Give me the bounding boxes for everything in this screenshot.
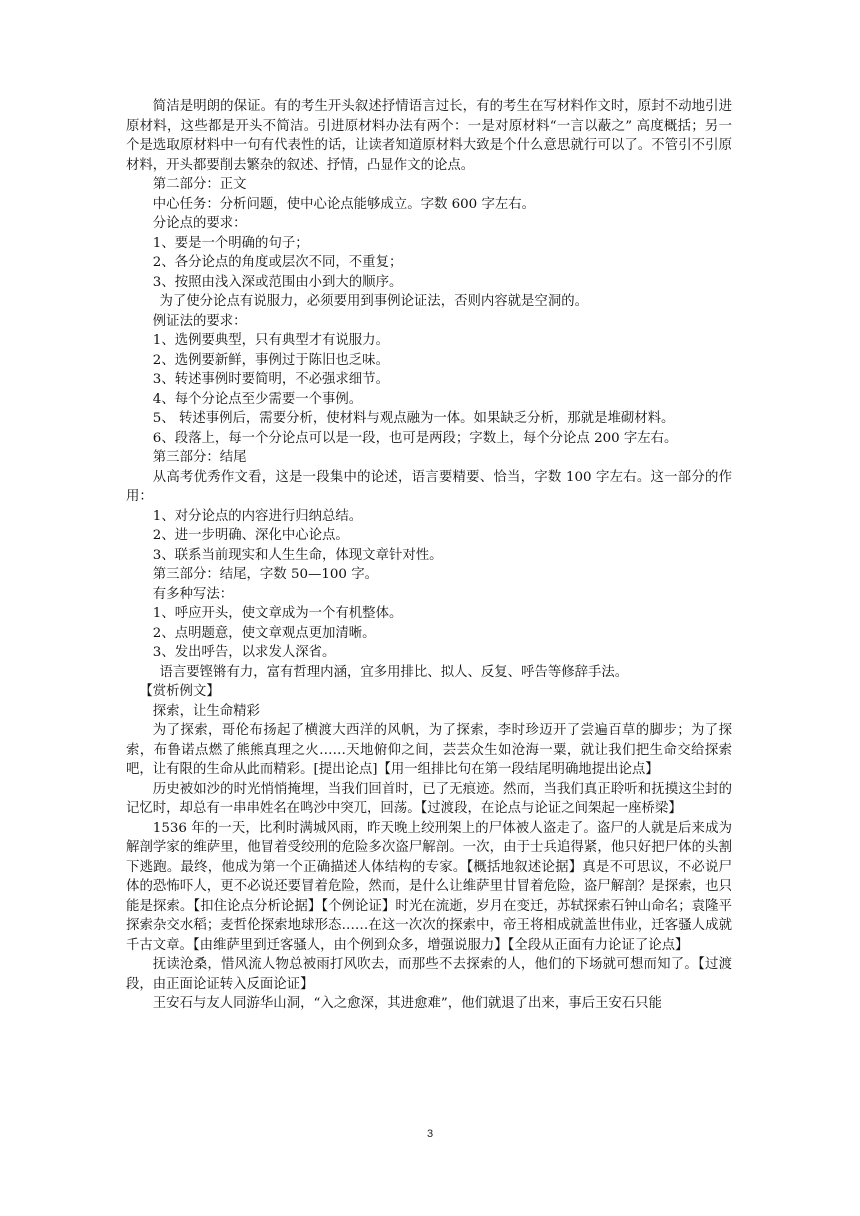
paragraph: 3、转述事例时要简明，不必强求细节。 (152, 372, 389, 387)
paragraph: 6、段落上，每一个分论点可以是一段，也可是两段；字数上，每个分论点 200 字左右。 (152, 430, 678, 446)
paragraph: 1536 年的一天，比利时满城风雨，昨天晚上绞刑架上的尸体被人盗走了。盗尸的人就是后来成为解剖学家的维萨里，他冒着受绞刑的危险多次盗尸解剖。一次，由于士兵追得紧，他只好把尸体的头割下逃跑。最终，他成为第一个正确描述人体结构的专家。【概括地叙述论据】真是不可思议，不必说尸体的恐怖吓人，更不必说还要冒着危险，然而，是什么让维萨里甘冒着危险，盗尸解剖？是探索，也只能是探索。【扣住论点分析论据】【个例论证】时光在流逝，岁月在变迁，苏轼探索石钟山命名；袁隆平探索杂交水稻；麦哲伦探索地球形态……在这一次次的探索中，帝王将相成就盖世伟业，迁客骚人成就千古文章。【由维萨里到迁客骚人，由个例到众多，增强说服力】【全段从正面有力论证了论点】 (126, 820, 732, 953)
paragraph: 历史被如沙的时光悄悄掩埋，当我们回首时，已了无痕迹。然而，当我们真正聆听和抚摸这尘封的记忆时，却总有一串串姓名在鸣沙中突兀，回荡。【过渡段，在论点与论证之间架起一座桥梁】 (126, 781, 732, 816)
paragraph: 【赏析例文】 (139, 684, 220, 699)
paragraph: 抚读沧桑，惜风流人物总被雨打风吹去，而那些不去探索的人，他们的下场就可想而知了。【过渡段，由正面论证转入反面论证】 (126, 957, 732, 992)
paragraph: 从高考优秀作文看，这是一段集中的论述，语言要精要、恰当，字数 100 字左右。这一部分的作用： (126, 469, 732, 504)
paragraph: 1、选例要典型，只有典型才有说服力。 (152, 333, 389, 348)
paragraph: 1、呼应开头，使文章成为一个有机整体。 (152, 606, 403, 621)
paragraph: 1、要是一个明确的句子； (152, 235, 309, 251)
paragraph: 语言要铿锵有力，富有哲理内涵，宜多用排比、拟人、反复、呼告等修辞手法。 (159, 664, 629, 680)
paragraph: 中心任务：分析问题，使中心论点能够成立。字数 600 字左右。 (152, 196, 536, 212)
page-number: 3 (426, 1128, 434, 1140)
paragraph: 有多种写法： (152, 586, 234, 602)
paragraph: 5、 转述事例后，需要分析，使材料与观点融为一体。如果缺乏分析，那就是堆砌材料。 (152, 411, 675, 426)
paragraph: 为了使分论点有说服力，必须要用到事例论证法，否则内容就是空洞的。 (159, 294, 588, 309)
paragraph: 3、发出呼告，以求发人深省。 (152, 645, 336, 660)
paragraph: 简洁是明朗的保证。有的考生开头叙述抒情语言过长，有的考生在写材料作文时，原封不动地引进原材料，这些都是开头不简洁。引进原材料办法有两个：一是对原材料“一言以蔽之” 高度概括；另一个是选取原材料中一句有代表性的话，让读者知道原材料大致是个什么意思就行可以了。不管引不引原材料，开头都要削去繁杂的叙述、抒情，凸显作文的论点。 (126, 99, 732, 173)
paragraph: 3、按照由浅入深或范围由小到大的顺序。 (152, 274, 403, 290)
paragraph: 第二部分：正文 (152, 177, 247, 192)
paragraph: 例证法的要求： (152, 313, 247, 329)
paragraph: 2、进一步明确、深化中心论点。 (152, 528, 349, 543)
paragraph: 探索，让生命精彩 (152, 703, 260, 719)
paragraph: 3、联系当前现实和人生生命，体现文章针对性。 (152, 547, 443, 563)
paragraph: 第三部分：结尾，字数 50—100 字。 (152, 567, 378, 582)
paragraph: 1、对分论点的内容进行归纳总结。 (152, 508, 363, 524)
paragraph: 4、每个分论点至少需要一个事例。 (152, 391, 363, 407)
document-body (126, 97, 732, 1014)
paragraph: 王安石与友人同游华山洞，“入之愈深，其进愈难”，他们就退了出来，事后王安石只能 (152, 996, 662, 1011)
paragraph: 分论点的要求： (152, 216, 247, 231)
paragraph: 第三部分：结尾 (152, 450, 247, 465)
paragraph: 为了探索，哥伦布扬起了横渡大西洋的风帆，为了探索，李时珍迈开了尝遍百草的脚步；为了探索，布鲁诺点燃了熊熊真理之火……天地俯仰之间，芸芸众生如沧海一粟，就让我们把生命交给探索吧，让有限的生命从此而精彩。[提出论点]【用一组排比句在第一段结尾明确地提出论点】 (126, 723, 732, 777)
paragraph: 2、各分论点的角度或层次不同，不重复； (152, 255, 403, 270)
paragraph: 2、点明题意，使文章观点更加清晰。 (152, 625, 376, 641)
paragraph: 2、选例要新鲜，事例过于陈旧也乏味。 (152, 352, 389, 368)
